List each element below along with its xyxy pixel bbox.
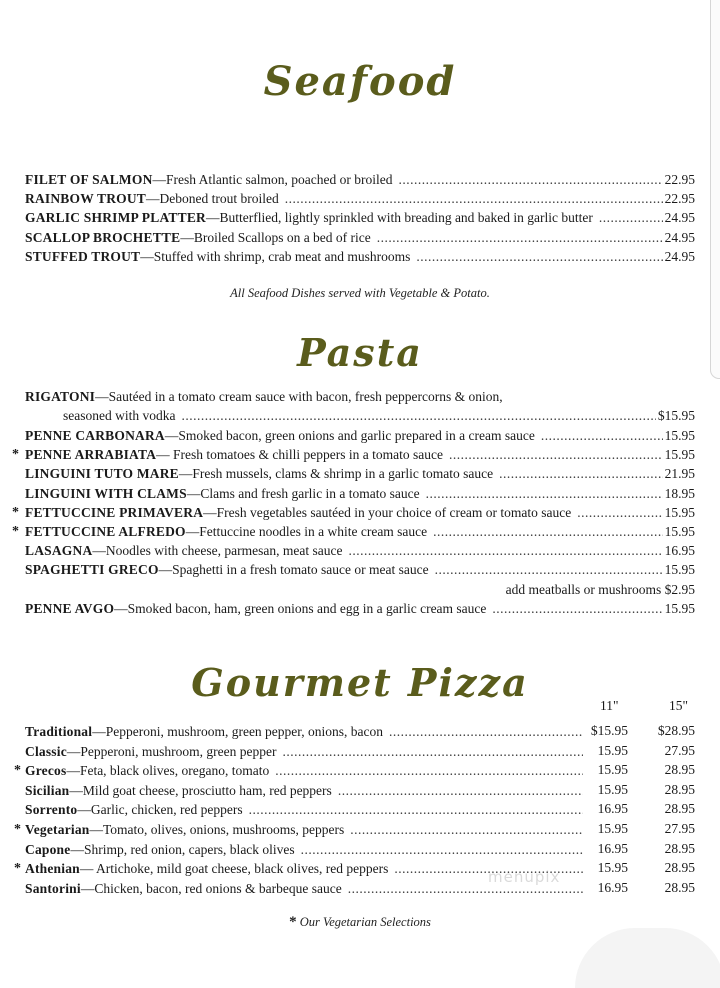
seafood-note: All Seafood Dishes served with Vegetable & Potato. — [230, 286, 490, 300]
price-11: 15.95 — [597, 742, 628, 758]
item-price: 22.95 — [664, 191, 695, 207]
item-description: —Feta, black olives, oregano, tomato — [66, 763, 270, 779]
item-description: —Tomato, olives, onions, mushrooms, peppers — [89, 822, 345, 837]
menu-item — [25, 427, 695, 445]
item-price: 21.95 — [664, 466, 695, 482]
item-price: 24.95 — [664, 229, 695, 245]
item-description: —Smoked bacon, green onions and garlic prepared in a cream sauce — [164, 428, 535, 443]
pizza-heading: Gourmet Pizza — [191, 660, 529, 705]
item-price: 15.95 — [664, 562, 695, 578]
price-11: 16.95 — [597, 840, 628, 856]
menu-item — [25, 248, 695, 266]
price-15: 28.95 — [664, 762, 695, 778]
item-description: —Smoked bacon, ham, green onions and egg in a garlic cream sauce — [114, 601, 487, 616]
vegetarian-star: * — [12, 447, 19, 463]
vegetarian-star: * — [14, 763, 21, 779]
vegetarian-footnote — [0, 914, 720, 931]
item-description: —Broiled Scallops on a bed of rice — [180, 229, 371, 245]
menu-item — [25, 171, 695, 189]
item-description: —Sautéed in a tomato cream sauce with bacon, fresh peppercorns & onion, — [95, 389, 503, 404]
item-description: —Shrimp, red onion, capers, black olives — [70, 841, 295, 857]
item-price: 15.95 — [664, 447, 695, 463]
item-description: seasoned with vodka — [63, 408, 176, 423]
item-name: Athenian — [25, 861, 80, 877]
item-name: Grecos — [25, 763, 67, 779]
leader-dots — [282, 743, 583, 761]
size-15-header: 15" — [669, 698, 689, 713]
leader-dots — [426, 485, 663, 503]
item-name: PENNE AVGO — [25, 601, 115, 616]
item-description: —Clams and fresh garlic in a tomato sauce — [186, 485, 420, 501]
menu-item — [25, 446, 695, 464]
price-15: 28.95 — [664, 801, 695, 817]
price-11: 15.95 — [597, 821, 628, 836]
leader-dots — [435, 561, 663, 579]
item-description: —Chicken, bacon, red onions & barbeque sauce — [80, 880, 342, 896]
menu-item — [25, 485, 695, 503]
pasta-heading: Pasta — [297, 330, 423, 375]
item-description: — Artichoke, mild goat cheese, black olives, red peppers — [79, 861, 389, 877]
leader-dots — [499, 465, 663, 483]
item-name: STUFFED TROUT — [25, 248, 141, 264]
leader-dots — [301, 841, 583, 859]
item-name: RAINBOW TROUT — [25, 191, 147, 207]
item-description: —Pepperoni, mushroom, green pepper — [66, 743, 277, 759]
item-description: —Fresh Atlantic salmon, poached or broiled — [152, 172, 393, 187]
item-price: $15.95 — [657, 408, 695, 423]
item-price: 15.95 — [664, 601, 695, 616]
item-price: 24.95 — [664, 248, 695, 264]
item-description: —Noodles with cheese, parmesan, meat sauce — [92, 543, 343, 559]
leader-dots — [416, 248, 662, 266]
menu-item — [25, 821, 585, 839]
leader-dots — [181, 407, 655, 425]
item-name: LINGUINI WITH CLAMS — [25, 485, 187, 501]
item-price: 16.95 — [664, 543, 695, 559]
menu-item-rigatoni — [25, 388, 695, 406]
item-description: —Fresh vegetables sautéed in your choice of cream or tomato sauce — [203, 504, 572, 520]
item-description: —Deboned trout broiled — [146, 191, 279, 207]
leader-dots — [389, 723, 583, 741]
price-11: 16.95 — [597, 879, 628, 895]
leader-dots — [348, 542, 662, 560]
leader-dots — [338, 782, 583, 800]
leader-dots — [433, 523, 662, 541]
item-price: 15.95 — [664, 524, 695, 539]
item-description: — Fresh tomatoes & chilli peppers in a tomato sauce — [156, 447, 443, 463]
watermark: menupix — [488, 868, 561, 886]
item-name: Vegetarian — [25, 822, 90, 837]
price-15: 28.95 — [664, 860, 695, 876]
item-name: FILET OF SALMON — [25, 172, 153, 187]
footnote-text: Our Vegetarian Selections — [299, 915, 431, 929]
item-description: —Fresh mussels, clams & shrimp in a garlic tomato sauce — [178, 466, 494, 482]
item-description: —Stuffed with shrimp, crab meat and mushrooms — [140, 248, 411, 264]
pasta-addon — [480, 581, 695, 599]
item-price: 24.95 — [664, 210, 695, 226]
menu-item-penne-avgo — [25, 600, 695, 618]
item-name: FETTUCCINE ALFREDO — [25, 524, 186, 539]
menu-item — [25, 762, 585, 780]
vegetarian-star: * — [14, 861, 21, 877]
menu-item — [25, 782, 585, 800]
leader-dots — [492, 600, 662, 618]
item-description: —Butterflied, lightly sprinkled with breading and baked in garlic butter — [205, 210, 593, 226]
menu-item — [25, 504, 695, 522]
menu-item — [25, 561, 695, 579]
item-price: 22.95 — [664, 172, 695, 187]
item-name: LINGUINI TUTO MARE — [25, 466, 179, 482]
menu-item — [25, 723, 585, 741]
leader-dots — [541, 427, 663, 445]
price-15: 27.95 — [664, 742, 695, 758]
item-name: FETTUCCINE PRIMAVERA — [25, 504, 204, 520]
item-name: PENNE CARBONARA — [25, 428, 165, 443]
item-name: Classic — [25, 743, 67, 759]
item-name: Sicilian — [25, 782, 70, 798]
item-description: —Mild goat cheese, prosciutto ham, red peppers — [69, 782, 332, 798]
addon-label: add meatballs or mushrooms — [505, 582, 662, 597]
item-description: —Pepperoni, mushroom, green pepper, onions, bacon — [92, 724, 383, 739]
menu-item — [25, 465, 695, 483]
item-description: —Spaghetti in a fresh tomato sauce or meat sauce — [158, 562, 429, 578]
vegetarian-star: * — [12, 504, 19, 520]
price-15: 28.95 — [664, 781, 695, 797]
price-11: 15.95 — [597, 860, 628, 876]
page-corner — [575, 928, 720, 988]
price-15: $28.95 — [657, 723, 695, 738]
menu-item — [25, 841, 585, 859]
price-15: 28.95 — [664, 840, 695, 856]
footnote-star: * — [289, 914, 297, 930]
menu-item — [25, 542, 695, 560]
item-name: Capone — [25, 841, 71, 857]
item-name: SCALLOP BROCHETTE — [25, 229, 181, 245]
menu-item — [25, 209, 695, 227]
vegetarian-star: * — [14, 822, 21, 837]
menu-item — [25, 229, 695, 247]
price-15: 28.95 — [664, 879, 695, 895]
item-name: GARLIC SHRIMP PLATTER — [25, 210, 206, 226]
price-11: 16.95 — [597, 801, 628, 817]
item-description: —Garlic, chicken, red peppers — [77, 802, 243, 818]
leader-dots — [285, 190, 663, 208]
item-price: 15.95 — [664, 504, 695, 520]
leader-dots — [449, 446, 663, 464]
item-price: 18.95 — [664, 485, 695, 501]
leader-dots — [377, 229, 663, 247]
menu-item — [25, 743, 585, 761]
price-11: $15.95 — [590, 723, 628, 738]
leader-dots — [599, 209, 663, 227]
item-name: LASAGNA — [25, 543, 93, 559]
item-name: Sorrento — [25, 802, 78, 818]
item-description: —Fettuccine noodles in a white cream sauce — [185, 524, 428, 539]
vegetarian-star: * — [12, 524, 19, 539]
leader-dots — [398, 171, 662, 189]
leader-dots — [577, 504, 662, 522]
item-name: RIGATONI — [25, 389, 96, 404]
menu-item — [25, 190, 695, 208]
size-11-header: 11" — [600, 698, 619, 713]
item-name: Santorini — [25, 880, 81, 896]
item-price: 15.95 — [664, 428, 695, 443]
leader-dots — [275, 762, 583, 780]
menu-item — [25, 523, 695, 541]
price-15: 27.95 — [664, 821, 695, 836]
price-11: 15.95 — [597, 762, 628, 778]
page-edge — [710, 0, 720, 379]
menu-item-rigatoni-line2 — [63, 407, 695, 425]
item-name: PENNE ARRABIATA — [25, 447, 157, 463]
menu-item — [25, 801, 585, 819]
item-name: SPAGHETTI GRECO — [25, 562, 159, 578]
leader-dots — [249, 801, 583, 819]
leader-dots — [350, 821, 583, 839]
addon-price: $2.95 — [664, 582, 695, 597]
item-name: Traditional — [25, 724, 93, 739]
price-11: 15.95 — [597, 781, 628, 797]
seafood-heading: Seafood — [263, 58, 457, 105]
